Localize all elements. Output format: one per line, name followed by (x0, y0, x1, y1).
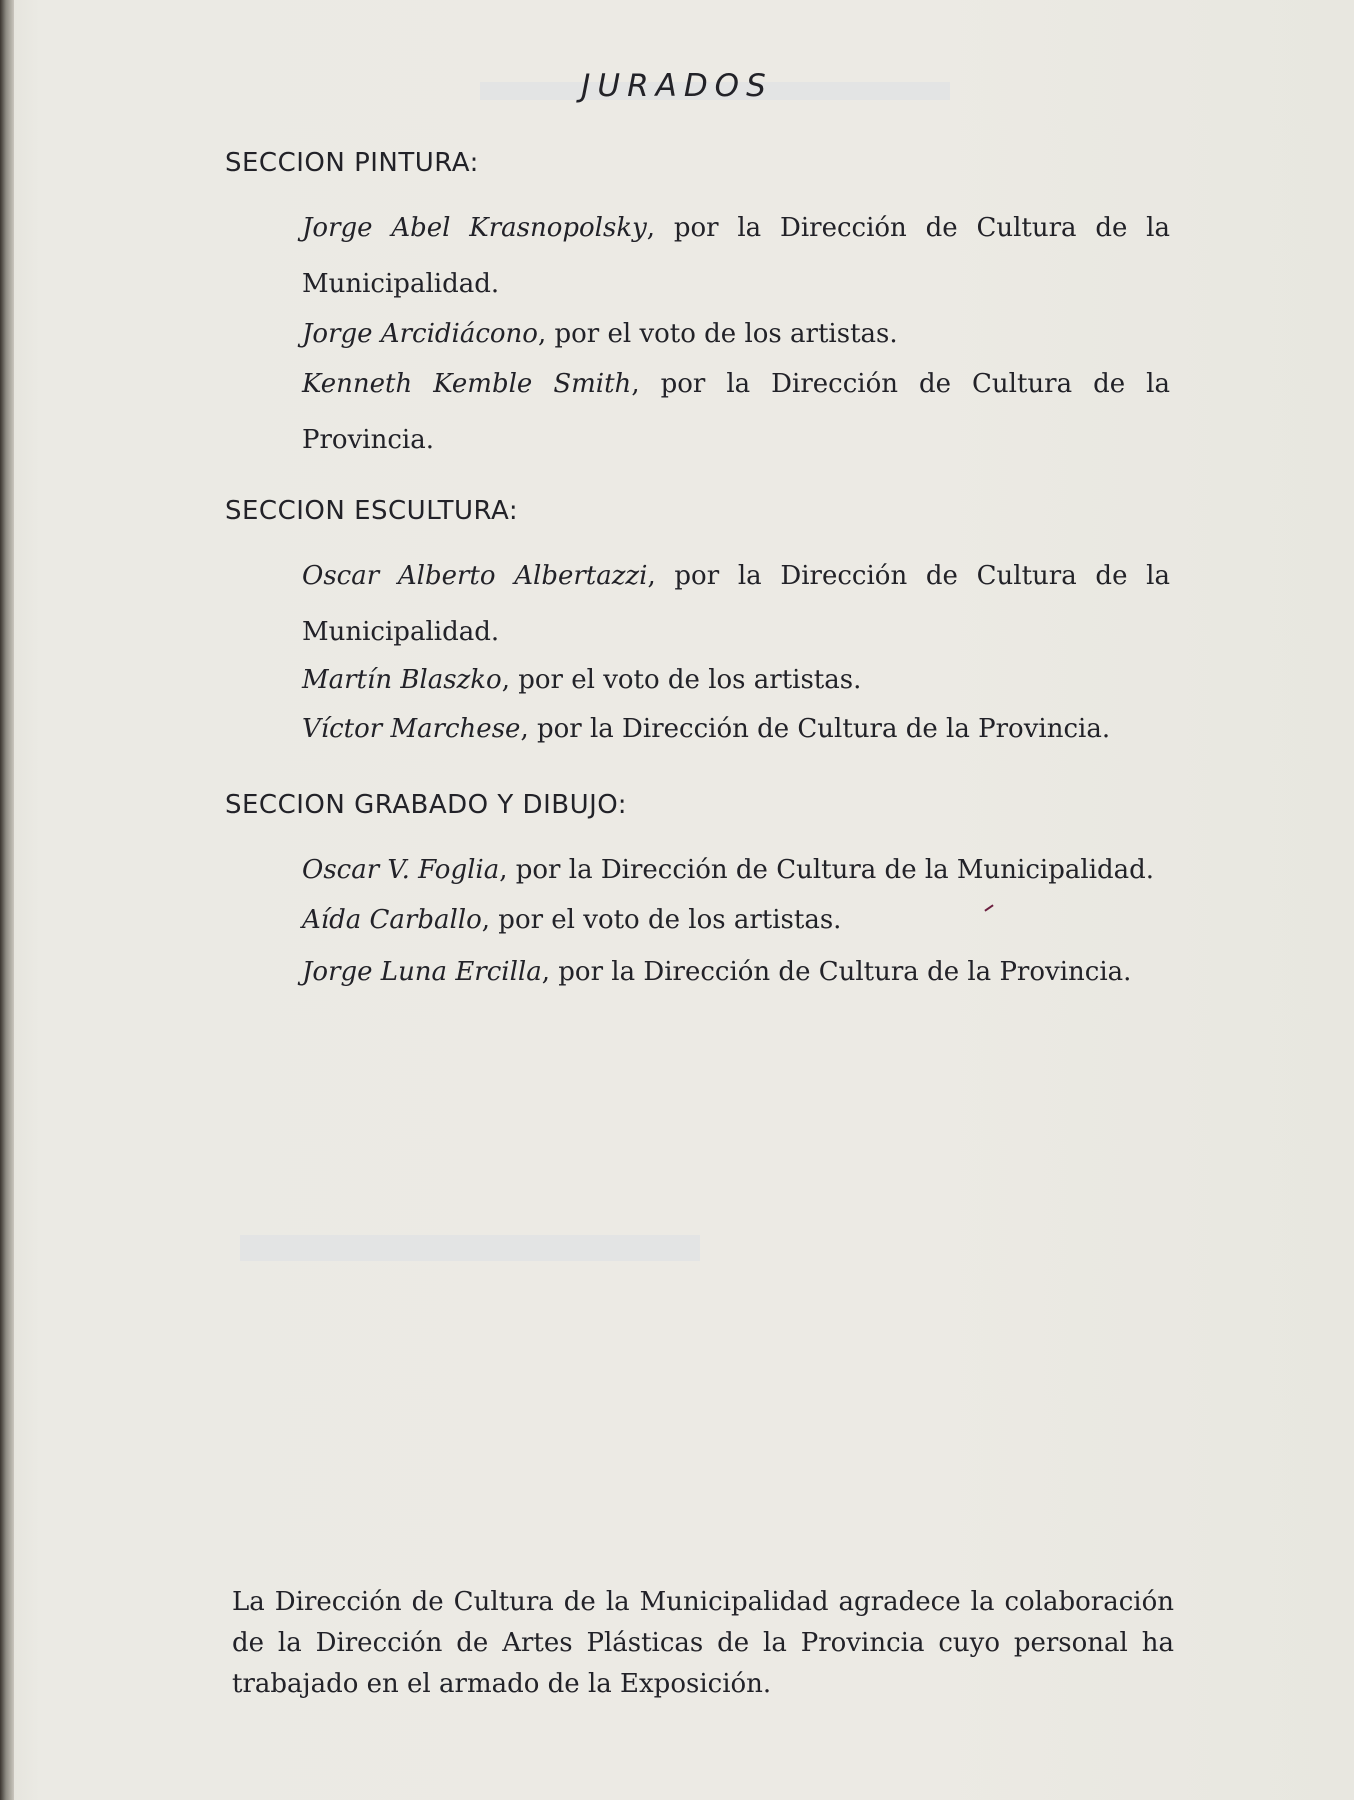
jury-entry (302, 842, 1170, 898)
juror-role: , por la Dirección de Cultura de la Municipalidad. (302, 561, 1170, 647)
jury-entry (302, 200, 1170, 312)
juror-name: Víctor Marchese (302, 714, 521, 744)
section-heading-grabado: SECCION GRABADO Y DIBUJO: (225, 790, 628, 820)
juror-name: Oscar V. Foglia (302, 855, 500, 885)
jury-entry (302, 356, 1170, 468)
jury-entry (302, 944, 1170, 1000)
section-heading-escultura: SECCION ESCULTURA: (225, 496, 519, 526)
juror-name: Jorge Arcidiácono (302, 319, 538, 349)
juror-role: , por la Dirección de Cultura de la Provincia. (302, 369, 1170, 455)
juror-name: Jorge Abel Krasnopolsky (302, 213, 647, 243)
juror-role: , por el voto de los artistas. (501, 665, 862, 695)
closing-paragraph: La Dirección de Cultura de la Municipalidad agradece la colaboración de la Dirección de Artes Plásticas de la Provincia cuyo personal ha trabajado en el armado de la Exposición. (232, 1587, 1174, 1699)
page-title: JURADOS (581, 68, 773, 104)
book-spine-shadow (0, 0, 14, 1800)
juror-role: , por la Dirección de Cultura de la Municipalidad. (499, 855, 1155, 885)
jury-entry (302, 892, 1170, 948)
jury-entry (302, 306, 1170, 362)
juror-name: Jorge Luna Ercilla (302, 957, 542, 987)
juror-name: Martín Blaszko (302, 665, 502, 695)
juror-name: Aída Carballo (302, 905, 482, 935)
juror-name: Oscar Alberto Albertazzi (302, 561, 648, 591)
juror-role: , por el voto de los artistas. (481, 905, 842, 935)
jury-entry (302, 701, 1170, 757)
jury-entry (302, 548, 1170, 660)
jury-entry (302, 652, 1170, 708)
juror-role: , por la Dirección de Cultura de la Provincia. (520, 714, 1111, 744)
section-heading-pintura: SECCION PINTURA: (225, 148, 479, 178)
juror-role: , por la Dirección de Cultura de la Provincia. (541, 957, 1132, 987)
juror-role: , por la Dirección de Cultura de la Municipalidad. (302, 213, 1170, 299)
juror-name: Kenneth Kemble Smith (302, 369, 632, 399)
juror-role: , por el voto de los artistas. (537, 319, 898, 349)
